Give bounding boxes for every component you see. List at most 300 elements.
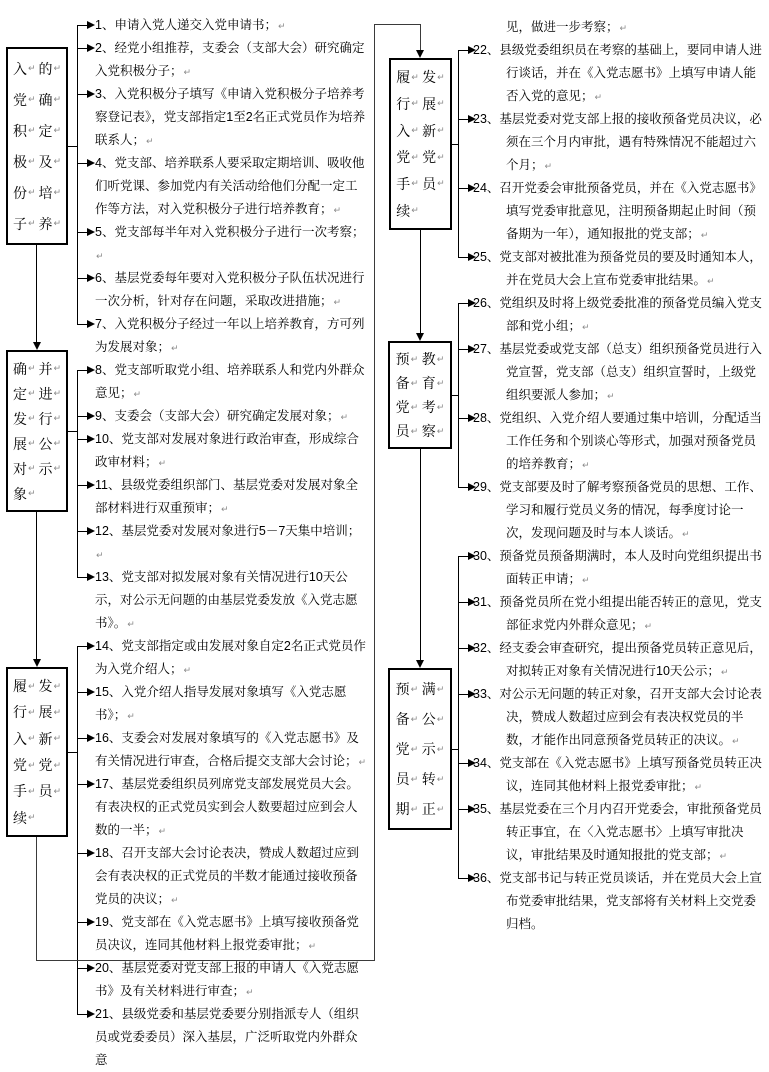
step-number: 28、: [473, 411, 500, 425]
step-number: 32、: [473, 641, 500, 655]
stage-title-char-row: [38, 673, 61, 699]
process-step-21-continuation: 见，做进一步考察；↵: [506, 20, 628, 34]
soft-return-mark: ↵: [410, 377, 419, 388]
stage-title-char-row: [38, 699, 61, 725]
stage-title-char: 育: [421, 375, 436, 391]
stage-title-column: [422, 64, 445, 197]
stage-title-column: [38, 356, 61, 481]
stage-title-char-row: [13, 406, 36, 431]
stage-title-char: 定: [12, 385, 27, 402]
soft-return-mark: ↵: [333, 205, 342, 215]
soft-return-mark: ↵: [411, 178, 419, 189]
arrow-head-icon: [87, 366, 95, 374]
soft-return-mark: ↵: [436, 773, 445, 784]
stage-title-char-row: [422, 419, 445, 443]
process-step-30: 30、预备党员预备期满时，本人及时向党组织提出书面转正申请；↵: [473, 549, 762, 586]
soft-return-mark: ↵: [544, 161, 553, 171]
stage-title-char: 党: [12, 757, 27, 774]
soft-return-mark: ↵: [27, 759, 36, 770]
process-step-12: 12、基层党委对发展对象进行5－7天集中培训；↵: [95, 524, 361, 560]
stage-title-char: 续: [396, 202, 411, 219]
soft-return-mark: ↵: [436, 353, 445, 364]
step-number: 19、: [95, 915, 122, 929]
stage-title-char: 确: [12, 360, 27, 377]
connector-line: [451, 395, 459, 396]
connector-line: [67, 146, 78, 147]
stage-title-char: 新: [38, 730, 53, 747]
soft-return-mark: ↵: [158, 826, 167, 836]
arrow-head-icon: [87, 573, 95, 581]
connector-line: [67, 752, 78, 753]
connector-line: [451, 144, 459, 145]
connector-line: [420, 230, 421, 336]
stage-title-char-row: [13, 805, 36, 831]
stage-title-char: 续: [12, 809, 27, 826]
soft-return-mark: ↵: [436, 743, 445, 754]
soft-return-mark: ↵: [436, 425, 445, 436]
process-step-4: 4、党支部、培养联系人要采取定期培训、吸收他们听党课、参加党内有关活动给他们分配一定工作等方法，对入党积极分子进行培养教育；↵: [95, 156, 365, 216]
step-number: 30、: [473, 549, 500, 563]
soft-return-mark: ↵: [53, 156, 62, 166]
soft-return-mark: ↵: [720, 667, 729, 677]
connector-line: [36, 837, 37, 961]
process-step-16: 16、支委会对发展对象填写的《入党志愿书》及有关情况进行审查，合格后提交支部大会讨论；↵: [95, 731, 367, 768]
arrow-head-icon: [468, 805, 476, 813]
soft-return-mark: ↵: [53, 413, 62, 423]
process-step-7: 7、入党积极分子经过一年以上培养教育，方可列为发展对象；↵: [95, 317, 365, 354]
stage-title-char: 的: [38, 60, 53, 77]
stage-title-char: 教: [421, 351, 436, 367]
step-number: 14、: [95, 639, 122, 653]
soft-return-mark: ↵: [53, 785, 62, 796]
soft-return-mark: ↵: [96, 550, 104, 560]
stage-title-char: 备: [395, 375, 410, 391]
arrow-head-icon: [468, 552, 476, 560]
arrow-head-icon: [468, 874, 476, 882]
connector-line: [77, 370, 78, 578]
step-number: 1、: [95, 18, 115, 32]
soft-return-mark: ↵: [27, 733, 36, 744]
arrow-head-icon: [87, 734, 95, 742]
soft-return-mark: ↵: [582, 460, 590, 470]
process-step-15: 15、入党介绍人指导发展对象填写《入党志愿书》；↵: [95, 685, 347, 722]
soft-return-mark: ↵: [582, 322, 590, 332]
connector-line: [451, 749, 459, 750]
stage-title-char-row: [13, 208, 36, 239]
stage-title-char-row: [13, 778, 36, 804]
arrow-head-icon: [468, 345, 476, 353]
step-number: 5、: [95, 225, 115, 239]
soft-return-mark: ↵: [127, 711, 135, 721]
stage-title-char-row: [422, 704, 445, 734]
step-number: 36、: [473, 871, 500, 885]
arrow-head-icon: [416, 50, 424, 58]
step-number: 17、: [95, 777, 122, 791]
soft-return-mark: ↵: [27, 218, 36, 228]
arrow-head-icon: [468, 483, 476, 491]
stage-title-char: 行: [396, 95, 411, 112]
stage-title-char: 正: [421, 801, 436, 817]
stage-title-char-row: [422, 347, 445, 371]
arrow-head-icon: [87, 527, 95, 535]
step-number: 24、: [473, 181, 500, 195]
stage-title-char: 党: [38, 757, 53, 774]
soft-return-mark: ↵: [719, 851, 728, 861]
soft-return-mark: ↵: [437, 151, 445, 162]
process-step-33: 33、对公示无问题的转正对象，召开支部大会讨论表决，赞成人数超过应到会有表决权党员的半数，才能作出同意预备党员转正的决议。↵: [473, 687, 762, 747]
stage-title-char-row: [13, 84, 36, 115]
soft-return-mark: ↵: [27, 156, 36, 166]
step-number: 22、: [473, 43, 500, 57]
process-step-11: 11、县级党委组织部门、基层党委对发展对象全部材料进行双重预审；↵: [95, 478, 358, 515]
stage-title-char: 察: [421, 423, 436, 439]
soft-return-mark: ↵: [436, 713, 445, 724]
stage-title-char-row: [396, 197, 419, 224]
stage-title-char: 发: [12, 410, 27, 427]
arrow-head-icon: [87, 90, 95, 98]
soft-return-mark: ↵: [410, 425, 419, 436]
step-number: 35、: [473, 802, 500, 816]
stage-title-char-row: [422, 371, 445, 395]
soft-return-mark: ↵: [53, 94, 62, 104]
soft-return-mark: ↵: [53, 63, 62, 73]
stage-title-char: 入: [396, 122, 411, 139]
soft-return-mark: ↵: [644, 621, 653, 631]
stage-title-char: 员: [38, 783, 53, 800]
stage-title-char: 员: [395, 423, 410, 439]
arrow-head-icon: [87, 780, 95, 788]
soft-return-mark: ↵: [27, 388, 36, 398]
stage-title-char-row: [38, 208, 61, 239]
soft-return-mark: ↵: [437, 71, 445, 82]
stage-title-char-row: [38, 726, 61, 752]
soft-return-mark: ↵: [53, 733, 62, 744]
arrow-head-icon: [87, 688, 95, 696]
arrow-head-icon: [87, 849, 95, 857]
stage-title-char: 养: [38, 215, 53, 232]
stage-title-char-row: [13, 381, 36, 406]
process-step-6: 6、基层党委每年要对入党积极分子队伍状况进行一次分析，针对存在问题，采取改进措施；↵: [95, 271, 365, 308]
stage-title-char: 员: [395, 771, 410, 787]
soft-return-mark: ↵: [607, 391, 615, 401]
soft-return-mark: ↵: [707, 276, 715, 286]
soft-return-mark: ↵: [411, 151, 419, 162]
soft-return-mark: ↵: [682, 529, 690, 539]
arrow-head-icon: [87, 412, 95, 420]
arrow-head-icon: [468, 184, 476, 192]
step-number: 31、: [473, 595, 500, 609]
step-number: 11、: [95, 478, 121, 492]
process-step-29: 29、党支部要及时了解考察预备党员的思想、工作、学习和履行党员义务的情况，每季度讨论一次，发现问题及时与本人谈话。↵: [473, 480, 762, 540]
arrow-head-icon: [468, 414, 476, 422]
process-step-9: 9、支委会（支部大会）研究确定发展对象；↵: [95, 409, 349, 423]
stage-title-char: 履: [396, 69, 411, 86]
stage-title-char-row: [13, 752, 36, 778]
stage-title-char: 党: [396, 149, 411, 166]
stage-title-char-row: [422, 674, 445, 704]
stage-title-char-row: [13, 356, 36, 381]
stage-title-char-row: [13, 146, 36, 177]
soft-return-mark: ↵: [410, 683, 419, 694]
connector-line: [420, 24, 421, 53]
arrow-head-icon: [468, 759, 476, 767]
stage-title-char-row: [396, 117, 419, 144]
process-step-14: 14、党支部指定或由发展对象自定2名正式党员作为入党介绍人；↵: [95, 639, 366, 676]
soft-return-mark: ↵: [27, 680, 36, 691]
stage-title-char-row: [38, 431, 61, 456]
stage-title-char-row: [13, 699, 36, 725]
arrow-head-icon: [416, 333, 424, 341]
soft-return-mark: ↵: [171, 343, 179, 353]
stage-title-char: 示: [421, 741, 436, 757]
soft-return-mark: ↵: [146, 136, 154, 146]
stage-box-4: [389, 58, 452, 230]
stage-title-column: [13, 673, 36, 831]
stage-title-char-row: [13, 177, 36, 208]
arrow-head-icon: [33, 659, 41, 667]
process-step-3: 3、入党积极分子填写《申请入党积极分子培养考察登记表》，党支部指定1至2名正式党员作为培养联系人；↵: [95, 87, 366, 147]
soft-return-mark: ↵: [27, 438, 36, 448]
stage-title-char: 党: [12, 91, 27, 108]
soft-return-mark: ↵: [27, 413, 36, 423]
soft-return-mark: ↵: [27, 463, 36, 473]
stage-title-char: 象: [12, 485, 27, 502]
soft-return-mark: ↵: [53, 759, 62, 770]
stage-title-char-row: [422, 64, 445, 91]
stage-title-char-row: [38, 456, 61, 481]
step-number: 12、: [95, 524, 122, 538]
soft-return-mark: ↵: [436, 377, 445, 388]
stage-title-char: 党: [395, 741, 410, 757]
step-number: 2、: [95, 41, 115, 55]
soft-return-mark: ↵: [277, 21, 286, 31]
soft-return-mark: ↵: [183, 665, 192, 675]
step-number: 27、: [473, 342, 500, 356]
stage-title-column: [13, 53, 36, 239]
stage-title-char-row: [396, 171, 419, 198]
process-step-2: 2、经党小组推荐，支委会（支部大会）研究确定入党积极分子；↵: [95, 41, 365, 78]
soft-return-mark: ↵: [410, 773, 419, 784]
stage-title-char-row: [396, 794, 419, 824]
stage-box-1: [6, 47, 68, 245]
stage-title-char: 定: [38, 122, 53, 139]
step-number: 29、: [473, 480, 500, 494]
stage-box-6: [388, 668, 452, 830]
connector-line: [36, 245, 37, 345]
stage-title-char-row: [13, 53, 36, 84]
connector-line: [374, 24, 375, 961]
stage-title-char: 行: [12, 704, 27, 721]
soft-return-mark: ↵: [53, 438, 62, 448]
stage-title-char: 行: [38, 410, 53, 427]
stage-title-char-row: [396, 764, 419, 794]
step-number: 4、: [95, 156, 115, 170]
stage-title-char: 期: [395, 801, 410, 817]
process-step-21: 21、县级党委和基层党委要分别指派专人（组织员或党委委员）深入基层，广泛听取党内外群众意: [95, 1007, 359, 1067]
stage-title-char: 考: [421, 399, 436, 415]
stage-title-char: 子: [12, 215, 27, 232]
stage-title-char: 份: [12, 184, 27, 201]
stage-title-char: 预: [395, 681, 410, 697]
soft-return-mark: ↵: [27, 488, 36, 498]
arrow-head-icon: [468, 598, 476, 606]
arrow-head-icon: [468, 690, 476, 698]
stage-title-char: 手: [12, 783, 27, 800]
step-number: 6、: [95, 271, 115, 285]
soft-return-mark: ↵: [411, 125, 419, 136]
stage-title-char: 入: [12, 60, 27, 77]
step-number: 34、: [473, 756, 500, 770]
stage-title-char-row: [422, 395, 445, 419]
stage-title-char-row: [422, 91, 445, 118]
stage-title-char: 手: [396, 175, 411, 192]
stage-title-char-row: [38, 778, 61, 804]
stage-title-char-row: [422, 117, 445, 144]
soft-return-mark: ↵: [700, 230, 709, 240]
arrow-head-icon: [416, 660, 424, 668]
soft-return-mark: ↵: [410, 743, 419, 754]
soft-return-mark: ↵: [246, 987, 254, 997]
stage-title-char: 确: [38, 91, 53, 108]
stage-title-column: [396, 674, 419, 824]
stage-title-char-row: [13, 673, 36, 699]
arrow-head-icon: [87, 44, 95, 52]
stage-title-char-row: [396, 91, 419, 118]
soft-return-mark: ↵: [436, 803, 445, 814]
process-step-17: 17、基层党委组织员列席党支部发展党员大会。有表决权的正式党员实到会人数要超过应到会人数的一半；↵: [95, 777, 359, 837]
step-number: 10、: [95, 432, 122, 446]
stage-title-char: 预: [395, 351, 410, 367]
stage-title-char-row: [396, 734, 419, 764]
stage-title-char-row: [38, 84, 61, 115]
stage-title-char-row: [38, 406, 61, 431]
soft-return-mark: ↵: [127, 619, 135, 629]
arrow-head-icon: [87, 642, 95, 650]
connector-line: [458, 556, 459, 879]
stage-title-char-row: [38, 177, 61, 208]
soft-return-mark: ↵: [133, 389, 142, 399]
stage-box-5: [388, 341, 452, 449]
step-number: 9、: [95, 409, 115, 423]
arrow-head-icon: [87, 918, 95, 926]
connector-line: [420, 449, 421, 663]
connector-line: [458, 50, 459, 258]
stage-title-char-row: [422, 734, 445, 764]
stage-title-char: 发: [422, 69, 437, 86]
stage-title-char: 积: [12, 122, 27, 139]
stage-title-char: 员: [422, 175, 437, 192]
soft-return-mark: ↵: [53, 125, 62, 135]
process-step-28: 28、党组织、入党介绍人要通过集中培训，分配适当工作任务和个别谈心等形式，加强对预备党员的培养教育；↵: [473, 411, 762, 471]
stage-title-char-row: [396, 419, 419, 443]
step-number: 33、: [473, 687, 500, 701]
stage-box-2: [6, 350, 68, 512]
step-list-left: [95, 14, 367, 1072]
step-number: 16、: [95, 731, 122, 745]
soft-return-mark: ↵: [340, 412, 349, 422]
stage-title-char-row: [422, 794, 445, 824]
stage-title-char: 履: [12, 678, 27, 695]
stage-title-char-row: [13, 431, 36, 456]
soft-return-mark: ↵: [411, 98, 419, 109]
soft-return-mark: ↵: [53, 363, 62, 373]
stage-title-column: [396, 64, 419, 224]
soft-return-mark: ↵: [96, 251, 104, 261]
stage-title-char: 展: [422, 95, 437, 112]
arrow-head-icon: [87, 21, 95, 29]
stage-title-char: 展: [38, 704, 53, 721]
arrow-head-icon: [87, 228, 95, 236]
stage-title-char-row: [38, 752, 61, 778]
process-step-25: 25、党支部对被批准为预备党员的要及时通知本人，并在党员大会上宣布党委审批结果。↵: [473, 250, 762, 287]
process-step-24: 24、召开党委会审批预备党员，并在《入党志愿书》填写党委审批意见，注明预备期起止时间（预备期为一年），通知报批的党支部；↵: [473, 181, 762, 241]
soft-return-mark: ↵: [53, 706, 62, 717]
stage-title-char-row: [13, 456, 36, 481]
step-number: 21、: [95, 1007, 122, 1021]
process-step-22: 22、县级党委组织员在考察的基础上，要同申请人进行谈话，并在《入党志愿书》上填写申请人能否入党的意见；↵: [473, 43, 762, 103]
step-number: 3、: [95, 87, 115, 101]
soft-return-mark: ↵: [53, 463, 62, 473]
arrow-head-icon: [87, 1010, 95, 1018]
arrow-head-icon: [87, 964, 95, 972]
stage-title-char: 转: [421, 771, 436, 787]
soft-return-mark: ↵: [732, 736, 740, 746]
process-step-5: 5、党支部每半年对入党积极分子进行一次考察；↵: [95, 225, 365, 261]
soft-return-mark: ↵: [27, 94, 36, 104]
soft-return-mark: ↵: [619, 23, 628, 33]
soft-return-mark: ↵: [410, 401, 419, 412]
arrow-head-icon: [87, 320, 95, 328]
soft-return-mark: ↵: [27, 187, 36, 197]
stage-title-char-row: [38, 115, 61, 146]
stage-title-char-row: [396, 704, 419, 734]
soft-return-mark: ↵: [53, 680, 62, 691]
process-step-19: 19、党支部在《入党志愿书》上填写接收预备党员决议，连同其他材料上报党委审批；↵: [95, 915, 359, 952]
stage-title-char-row: [396, 64, 419, 91]
soft-return-mark: ↵: [27, 125, 36, 135]
stage-title-char: 并: [38, 360, 53, 377]
soft-return-mark: ↵: [27, 706, 36, 717]
process-step-31: 31、预备党员所在党小组提出能否转正的意见，党支部征求党内外群众意见；↵: [473, 595, 762, 632]
stage-title-char: 对: [12, 460, 27, 477]
stage-title-column: [422, 347, 445, 443]
stage-title-char-row: [422, 764, 445, 794]
process-step-26: 26、党组织及时将上级党委批准的预备党员编入党支部和党小组；↵: [473, 296, 762, 333]
soft-return-mark: ↵: [410, 803, 419, 814]
stage-title-char-row: [422, 144, 445, 171]
arrow-head-icon: [468, 115, 476, 123]
stage-title-char-row: [38, 53, 61, 84]
process-step-36: 36、党支部书记与转正党员谈话，并在党员大会上宣布党委审批结果，党支部将有关材料上交党委归档。: [473, 871, 762, 931]
process-step-34: 34、党支部在《入党志愿书》上填写预备党员转正决议，连同其他材料上报党委审批；↵: [473, 756, 762, 793]
soft-return-mark: ↵: [27, 812, 36, 823]
process-step-23: 23、基层党委对党支部上报的接收预备党员决议，必须在三个月内审批，遇有特殊情况不能超过六个月；↵: [473, 112, 762, 172]
arrow-head-icon: [468, 644, 476, 652]
step-number: 20、: [95, 961, 122, 975]
connector-line: [67, 431, 78, 432]
soft-return-mark: ↵: [27, 63, 36, 73]
process-step-18: 18、召开支部大会讨论表决，赞成人数超过应到会有表决权的正式党员的半数才能通过接收预备党员的决议；↵: [95, 846, 359, 906]
connector-line: [77, 25, 78, 325]
process-step-10: 10、党支部对发展对象进行政治审查，形成综合政审材料；↵: [95, 432, 359, 469]
stage-title-char: 示: [38, 460, 53, 477]
stage-title-char: 党: [395, 399, 410, 415]
stage-title-char-row: [38, 381, 61, 406]
process-step-35: 35、基层党委在三个月内召开党委会，审批预备党员转正事宜，在〈入党志愿书〉上填写审批决议，审批结果及时通知报批的党支部；↵: [473, 802, 762, 862]
arrow-head-icon: [468, 253, 476, 261]
process-step-27: 27、基层党委或党支部（总支）组织预备党员进行入党宣誓，党支部（总支）组织宣誓时，上级党组织要派人参加；↵: [473, 342, 762, 402]
arrow-head-icon: [87, 159, 95, 167]
